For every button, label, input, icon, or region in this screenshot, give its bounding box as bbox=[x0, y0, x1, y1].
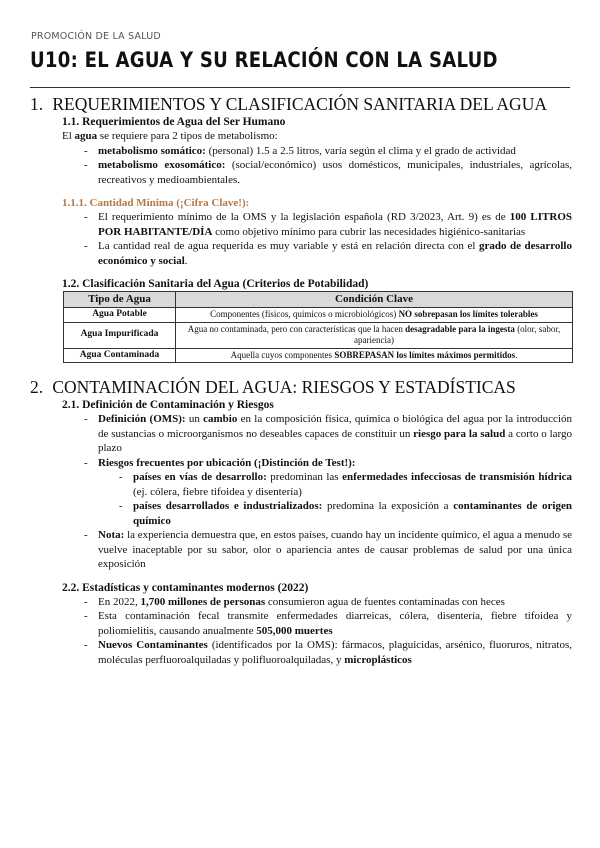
list-item: - metabolismo exosomático: (social/económico) usos domésticos, municipales, industriales, agrícolas, recreativos y medioambientales. bbox=[98, 158, 572, 187]
list-item: - Riesgos frecuentes por ubicación (¡Distinción de Test!): - países en vías de desarrollo: predominan las enfermedades infecciosas de transmisión hídrica (ej. cólera, fiebre tifoidea y disentería) - países desarrollados e industrializados: predomina la exposición a contaminantes de origen químico bbox=[98, 456, 572, 529]
document-body bbox=[30, 93, 572, 667]
list-item: - Nota: la experiencia demuestra que, en estos países, cuando hay un incidente químico, el agua a menudo se vuelve inaceptable por su sabor, olor o apariencia antes de causar problemas de salud por una única exposición bbox=[98, 528, 572, 572]
cell-type: Agua Impurificada bbox=[64, 322, 176, 348]
table-row bbox=[64, 308, 573, 323]
subsection-1-1-heading: 1.1. Requerimientos de Agua del Ser Humano bbox=[62, 116, 286, 128]
title-divider bbox=[30, 87, 570, 88]
list-item: - En 2022, 1,700 millones de personas consumieron agua de fuentes contaminadas con heces bbox=[98, 595, 572, 610]
section-1-heading: 1. REQUERIMIENTOS Y CLASIFICACIÓN SANITARIA DEL AGUA bbox=[30, 94, 547, 114]
table-header-type: Tipo de Agua bbox=[64, 292, 176, 308]
section-2-heading: 2. CONTAMINACIÓN DEL AGUA: RIESGOS Y ESTADÍSTICAS bbox=[30, 377, 516, 397]
contamination-list bbox=[30, 412, 572, 572]
minimum-quantity-list bbox=[30, 210, 572, 268]
risk-sublist bbox=[98, 470, 572, 528]
list-item: - Definición (OMS): un cambio en la composición física, química o biológica del agua por la introducción de sustancias o microorganismos no deseables capaces de constituir un riesgo para la salud a corto o largo plazo bbox=[98, 412, 572, 456]
list-item: - La cantidad real de agua requerida es muy variable y está en relación directa con el grado de desarrollo económico y social. bbox=[98, 239, 572, 268]
table-header-condition: Condición Clave bbox=[176, 292, 573, 308]
cell-type: Agua Potable bbox=[64, 308, 176, 323]
list-item: - países en vías de desarrollo: predominan las enfermedades infecciosas de transmisión hídrica (ej. cólera, fiebre tifoidea y disentería) bbox=[133, 470, 572, 499]
cell-type: Agua Contaminada bbox=[64, 348, 176, 363]
intro-paragraph: El agua se requiere para 2 tipos de metabolismo: bbox=[62, 130, 278, 142]
list-item: - metabolismo somático: (personal) 1.5 a 2.5 litros, varía según el clima y el grado de actividad bbox=[98, 144, 572, 159]
table-row bbox=[64, 322, 573, 348]
list-item: - Nuevos Contaminantes (identificados por la OMS): fármacos, plaguicidas, arsénico, fluoruros, nitratos, moléculas perfluoroalquiladas y polifluoroalquiladas, y microplásticos bbox=[98, 638, 572, 667]
subsection-1-1-1-heading: 1.1.1. Cantidad Mínima (¡Cifra Clave!): bbox=[62, 197, 250, 209]
table-header-row bbox=[64, 292, 573, 308]
cell-condition: Componentes (físicos, químicos o microbiológicos) NO sobrepasan los límites tolerables bbox=[176, 308, 573, 323]
list-item: - Esta contaminación fecal transmite enfermedades diarreicas, cólera, disentería, fiebre tifoidea y poliomielitis, causando anualmente 505,000 muertes bbox=[98, 609, 572, 638]
water-classification-table bbox=[63, 291, 573, 363]
cell-condition: Aquella cuyos componentes SOBREPASAN los límites máximos permitidos. bbox=[176, 348, 573, 363]
subsection-2-2-heading: 2.2. Estadísticas y contaminantes modernos (2022) bbox=[62, 581, 309, 594]
metabolism-list bbox=[30, 144, 572, 188]
document-title: U10: EL AGUA Y SU RELACIÓN CON LA SALUD bbox=[30, 48, 498, 72]
subsection-2-1-heading: 2.1. Definición de Contaminación y Riesgos bbox=[62, 399, 274, 411]
course-label: PROMOCIÓN DE LA SALUD bbox=[31, 31, 161, 42]
subsection-1-2-heading: 1.2. Clasificación Sanitaria del Agua (Criterios de Potabilidad) bbox=[62, 278, 369, 290]
list-item: - países desarrollados e industrializados: predomina la exposición a contaminantes de origen químico bbox=[133, 499, 572, 528]
cell-condition: Agua no contaminada, pero con características que la hacen desagradable para la ingesta (olor, sabor, apariencia) bbox=[176, 322, 573, 348]
statistics-list bbox=[30, 595, 572, 668]
list-item: - El requerimiento mínimo de la OMS y la legislación española (RD 3/2023, Art. 9) es de 100 LITROS POR HABITANTE/DÍA como objetivo mínimo para cubrir las necesidades higiénico-sanitarias bbox=[98, 210, 572, 239]
table-row bbox=[64, 348, 573, 363]
